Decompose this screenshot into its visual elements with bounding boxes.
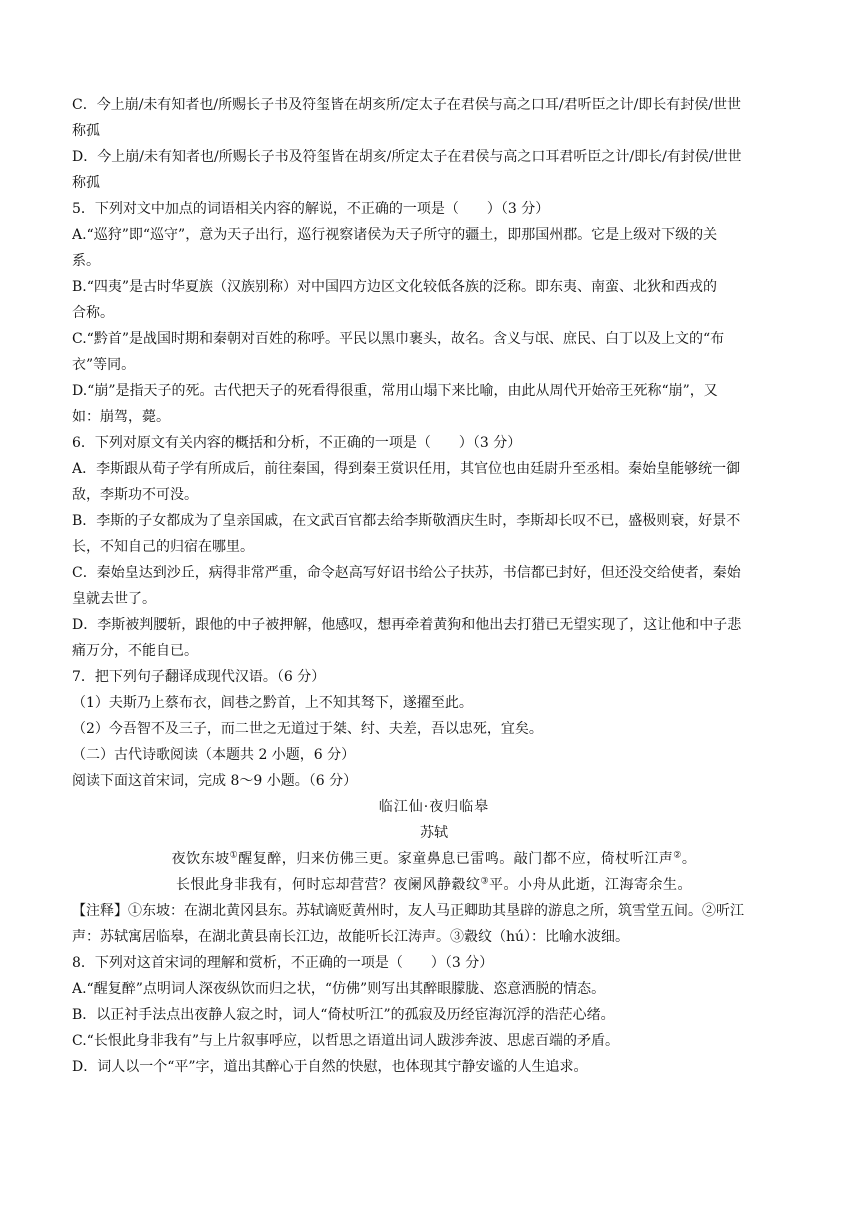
question-8 (72, 950, 796, 1080)
q5-option-a-line-1: A.“巡狩”即“巡守”，意为天子出行，巡行视察诸侯为天子所守的疆土，即那国州郡。它是上级对下级的关 (72, 227, 718, 243)
footnote-marker-2: ② (673, 850, 682, 861)
q5-option-c-line-1: C.“黔首”是战国时期和秦朝对百姓的称呼。平民以黑巾裹头，故名。含义与氓、庶民、白丁以及上文的“布 (72, 331, 725, 347)
option-d-line-2: 称孤 (72, 175, 100, 191)
question-7-stem: 7．把下列句子翻译成现代汉语。（6 分） (72, 669, 326, 685)
poem-notes (72, 898, 796, 950)
footnote-marker-1: ① (229, 850, 239, 861)
q5-option-d-line-2: 如：崩驾，薨。 (72, 409, 170, 425)
q5-option-b-line-2: 合称。 (72, 305, 114, 321)
q5-option-c-line-2: 衣”等同。 (72, 357, 136, 373)
q8-option-d: D．词人以一个“平”字，道出其醉心于自然的快慰，也体现其宁静安谧的人生追求。 (72, 1059, 588, 1075)
option-c-line-1: C．今上崩/未有知者也/所赐长子书及符玺皆在胡亥所/定太子在君侯与高之口耳/君听臣之计/即长有封侯/世世 (72, 97, 742, 113)
poem-author: 苏轼 (420, 825, 448, 841)
poem-title: 临江仙·夜归临皋 (378, 799, 490, 815)
poem-line-1-part-b: 醒复醉，归来仿佛三更。家童鼻息已雷鸣。敲门都不应，倚杖听江声 (238, 851, 674, 867)
poem-line-2-part-a: 长恨此身非我有，何时忘却营营？夜阑风静縠纹 (175, 877, 481, 893)
question-6 (72, 430, 796, 664)
q7-sentence-1: （1）夫斯乃上蔡布衣，闾巷之黔首，上不知其驽下，遂擢至此。 (72, 695, 473, 711)
poem-line-1-part-a: 夜饮东坡 (171, 851, 230, 867)
q5-option-d-line-1: D.“崩”是指天子的死。古代把天子的死看得很重，常用山塌下来比喻，由此从周代开始帝王死称“崩”，又 (72, 383, 718, 399)
exam-page (72, 92, 796, 1080)
poem-line-1-part-c: 。 (681, 851, 697, 867)
q6-option-a-line-1: A．李斯跟从荀子学有所成后，前往秦国，得到秦王赏识任用，其官位也由廷尉升至丞相。秦始皇能够统一御 (72, 461, 741, 477)
poem-line-1 (72, 846, 796, 872)
notes-line-2: 声：苏轼寓居临皋，在湖北黄县南长江边，故能听长江涛声。③縠纹（hú）：比喻水波细。 (72, 929, 630, 945)
question-8-stem: 8．下列对这首宋词的理解和赏析，不正确的一项是（ ）（3 分） (72, 955, 494, 971)
q7-sentence-2: （2）今吾智不及三子，而二世之无道过于桀、纣、夫差，吾以忠死，宜矣。 (72, 721, 543, 737)
question-7 (72, 664, 796, 742)
section-poetry (72, 742, 796, 794)
option-c-line-2: 称孤 (72, 123, 100, 139)
q6-option-a-line-2: 敌，李斯功不可没。 (72, 487, 198, 503)
question-5 (72, 196, 796, 430)
question-5-stem: 5．下列对文中加点的词语相关内容的解说，不正确的一项是（ ）（3 分） (72, 201, 550, 217)
question-6-stem: 6．下列对原文有关内容的概括和分析，不正确的一项是（ ）（3 分） (72, 435, 522, 451)
poem (72, 794, 796, 898)
q6-option-d-line-2: 痛万分，不能自已。 (72, 643, 198, 659)
q6-option-c-line-1: C．秦始皇达到沙丘，病得非常严重，命令赵高写好诏书给公子扶苏，书信都已封好，但还没交给使者，秦始 (72, 565, 741, 581)
q5-option-a-line-2: 系。 (72, 253, 100, 269)
poem-line-2-part-b: 平。小舟从此逝，江海寄余生。 (489, 877, 693, 893)
q6-option-d-line-1: D．李斯被判腰斩，跟他的中子被押解，他感叹，想再牵着黄狗和他出去打猎已无望实现了，这让他和中子悲 (72, 617, 742, 633)
q6-option-c-line-2: 皇就去世了。 (72, 591, 156, 607)
section-heading: （二）古代诗歌阅读（本题共 2 小题，6 分） (72, 747, 356, 763)
q8-option-c: C.“长恨此身非我有”与上片叙事呼应，以哲思之语道出词人跋涉奔波、思虑百端的矛盾。 (72, 1033, 619, 1049)
section-intro: 阅读下面这首宋词，完成 8～9 小题。（6 分） (72, 773, 358, 789)
option-d-line-1: D．今上崩/未有知者也/所赐长子书及符玺皆在胡亥/所定太子在君侯与高之口耳君听臣之计/即长/有封侯/世世 (72, 149, 742, 165)
q6-option-b-line-2: 长，不知自己的归宿在哪里。 (72, 539, 254, 555)
poem-line-2 (72, 872, 796, 898)
q8-option-a: A.“醒复醉”点明词人深夜纵饮而归之状，“仿佛”则写出其醉眼朦胧、恣意洒脱的情态。 (72, 981, 606, 997)
question-4-options (72, 92, 796, 196)
footnote-marker-3: ③ (480, 876, 490, 887)
notes-line-1: 【注释】①东坡：在湖北黄冈县东。苏轼谪贬黄州时，友人马正卿助其垦辟的游息之所，筑雪堂五间。②听江 (72, 903, 744, 919)
q6-option-b-line-1: B．李斯的子女都成为了皇亲国戚，在文武百官都去给李斯敬酒庆生时，李斯却长叹不已，盛极则衰，好景不 (72, 513, 741, 529)
q8-option-b: B．以正衬手法点出夜静人寂之时，词人“倚杖听江”的孤寂及历经宦海沉浮的浩茫心绪。 (72, 1007, 615, 1023)
q5-option-b-line-1: B.“四夷”是古时华夏族（汉族别称）对中国四方边区文化较低各族的泛称。即东夷、南蛮、北狄和西戎的 (72, 279, 718, 295)
